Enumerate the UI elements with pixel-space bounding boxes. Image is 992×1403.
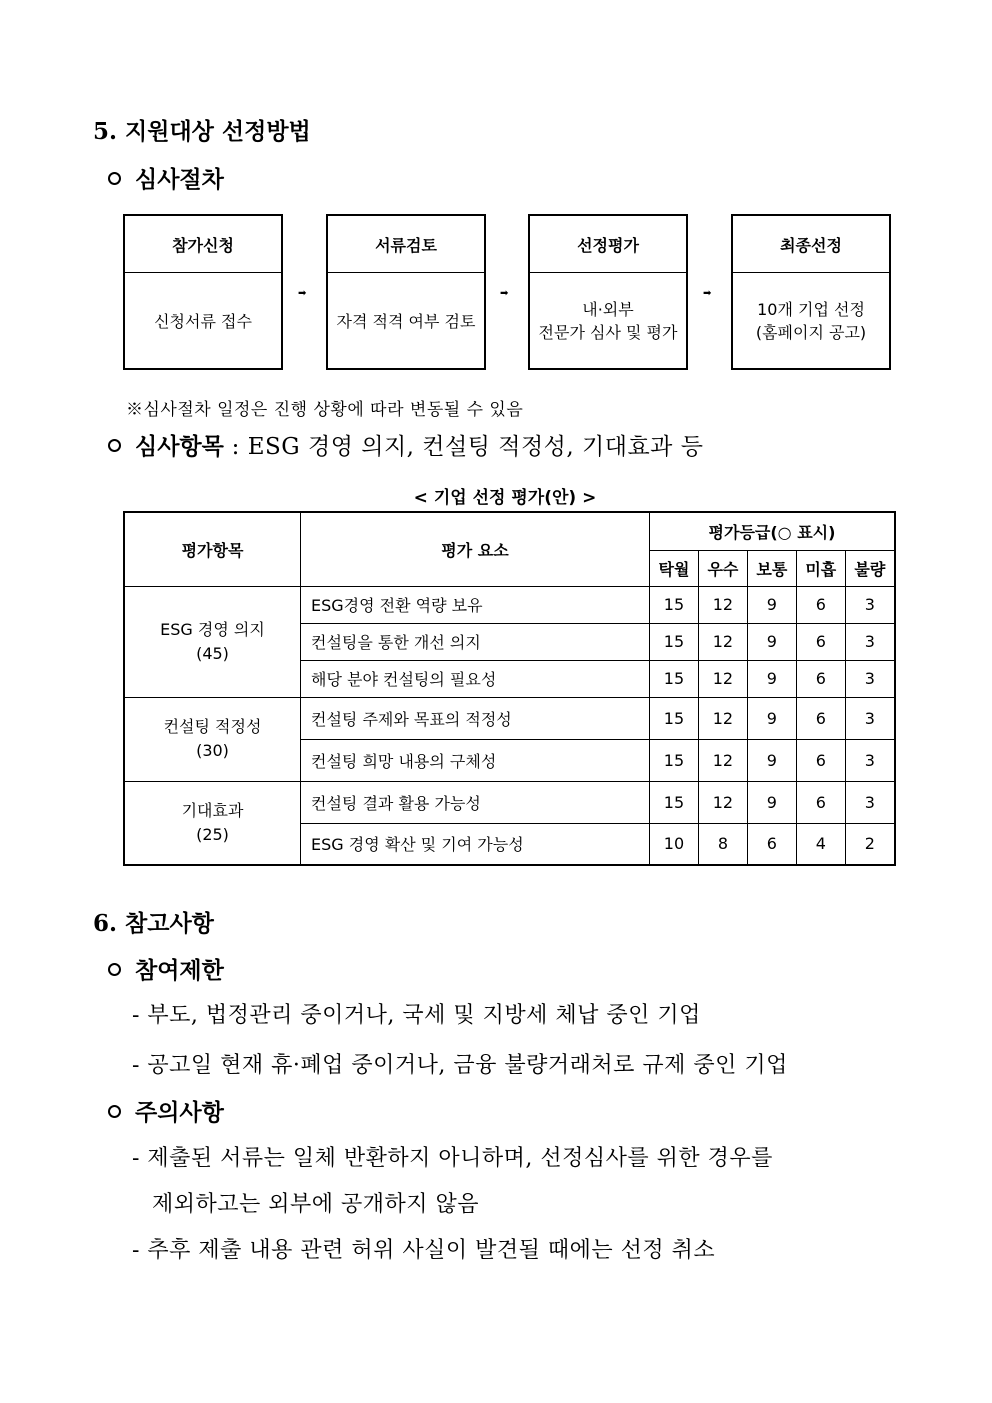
- element-cell: 컨설팅 결과 활용 가능성: [301, 781, 650, 823]
- grade-label: 미흡: [796, 550, 845, 586]
- process-step-4: [731, 214, 891, 370]
- value-cell: 9: [747, 739, 796, 781]
- element-cell: 컨설팅 희망 내용의 구체성: [301, 739, 650, 781]
- hollow-circle-bullet-icon: [108, 172, 121, 185]
- process-step-desc-line: 10개 기업 선정: [757, 300, 865, 319]
- process-step-desc-line: 내·외부: [582, 300, 634, 319]
- value-cell: 6: [796, 739, 845, 781]
- value-cell: 3: [845, 586, 895, 623]
- group-score: (45): [196, 643, 229, 663]
- value-cell: 3: [845, 660, 895, 697]
- grade-label: 우수: [698, 550, 747, 586]
- group-cell: [124, 586, 301, 697]
- group-name: 컨설팅 적정성: [163, 717, 262, 736]
- value-cell: 6: [796, 623, 845, 660]
- process-step-title: 선정평가: [530, 216, 686, 273]
- grade-label: 탁월: [650, 550, 699, 586]
- procedure-heading: [108, 161, 224, 194]
- group-name: ESG 경영 의지: [160, 619, 265, 639]
- group-score: (30): [196, 741, 229, 760]
- evaluation-table: [123, 511, 896, 866]
- header-item: 평가항목: [124, 512, 301, 586]
- element-cell: 컨설팅 주제와 목표의 적정성: [301, 697, 650, 739]
- caution-heading: [108, 1094, 224, 1127]
- value-cell: 15: [650, 781, 699, 823]
- restriction-item: - 공고일 현재 휴·폐업 중이거나, 금융 불량거래처로 규제 중인 기업: [132, 1053, 788, 1078]
- value-cell: 8: [698, 823, 747, 865]
- hollow-circle-bullet-icon: [108, 963, 121, 976]
- group-name: 기대효과: [181, 800, 244, 820]
- value-cell: 6: [796, 697, 845, 739]
- process-step-desc: [530, 273, 686, 369]
- value-cell: 3: [845, 697, 895, 739]
- value-cell: 9: [747, 623, 796, 660]
- element-cell: 컨설팅을 통한 개선 의지: [301, 623, 650, 660]
- value-cell: 12: [698, 697, 747, 739]
- process-step-desc-line: 신청서류 접수: [154, 311, 252, 331]
- value-cell: 2: [845, 823, 895, 865]
- value-cell: 15: [650, 586, 699, 623]
- value-cell: 10: [650, 823, 699, 865]
- table-header-row: [124, 512, 895, 550]
- group-cell: [124, 697, 301, 781]
- process-step-1: [123, 214, 283, 370]
- caution-heading-label: 주의사항: [135, 1099, 224, 1126]
- restriction-heading: [108, 952, 224, 985]
- group-cell: [124, 781, 301, 865]
- restriction-heading-label: 참여제한: [135, 957, 224, 984]
- section5-title: 5. 지원대상 선정방법: [93, 118, 311, 145]
- criteria-line: [108, 428, 703, 461]
- value-cell: 9: [747, 586, 796, 623]
- process-step-desc: [125, 273, 281, 369]
- element-cell: ESG 경영 확산 및 기여 가능성: [301, 823, 650, 865]
- arrow-right-icon: ➡: [703, 288, 712, 299]
- criteria-heading: 심사항목: [135, 433, 224, 460]
- table-caption: < 기업 선정 평가(안) >: [413, 488, 597, 508]
- hollow-circle-bullet-icon: [108, 439, 121, 452]
- value-cell: 4: [796, 823, 845, 865]
- process-step-desc-line: 자격 적격 여부 검토: [336, 311, 476, 331]
- table-row: [124, 586, 895, 623]
- caution-item-2: - 추후 제출 내용 관련 허위 사실이 발견될 때에는 선정 취소: [132, 1238, 716, 1263]
- value-cell: 12: [698, 781, 747, 823]
- value-cell: 3: [845, 623, 895, 660]
- restriction-item: - 부도, 법정관리 중이거나, 국세 및 지방세 체납 중인 기업: [132, 1003, 701, 1028]
- section6-title: 6. 참고사항: [93, 910, 214, 937]
- value-cell: 15: [650, 623, 699, 660]
- value-cell: 12: [698, 586, 747, 623]
- header-element: 평가 요소: [301, 512, 650, 586]
- value-cell: 9: [747, 697, 796, 739]
- arrow-right-icon: ➡: [500, 288, 509, 299]
- value-cell: 3: [845, 739, 895, 781]
- value-cell: 15: [650, 660, 699, 697]
- process-step-2: [326, 214, 486, 370]
- process-step-desc-line: 전문가 심사 및 평가: [538, 323, 678, 342]
- caution-item-1-line-1: - 제출된 서류는 일체 반환하지 아니하며, 선정심사를 위한 경우를: [132, 1146, 773, 1171]
- value-cell: 12: [698, 739, 747, 781]
- element-cell: ESG경영 전환 역량 보유: [301, 586, 650, 623]
- process-step-desc: [328, 273, 484, 369]
- process-step-title: 서류검토: [328, 216, 484, 273]
- procedure-heading-label: 심사절차: [135, 166, 224, 193]
- process-step-title: 최종선정: [733, 216, 889, 273]
- value-cell: 9: [747, 660, 796, 697]
- process-step-title: 참가신청: [125, 216, 281, 273]
- value-cell: 6: [796, 586, 845, 623]
- value-cell: 12: [698, 660, 747, 697]
- process-step-desc-line: (홈페이지 공고): [755, 323, 867, 342]
- group-score: (25): [196, 824, 229, 844]
- grade-label: 불량: [845, 550, 895, 586]
- criteria-text: : ESG 경영 의지, 컨설팅 적정성, 기대효과 등: [223, 434, 704, 460]
- caution-item-1-line-2: 제외하고는 외부에 공개하지 않음: [152, 1192, 480, 1217]
- grade-label: 보통: [747, 550, 796, 586]
- procedure-note: ※심사절차 일정은 진행 상황에 따라 변동될 수 있음: [126, 400, 524, 420]
- value-cell: 6: [796, 660, 845, 697]
- value-cell: 9: [747, 781, 796, 823]
- value-cell: 6: [747, 823, 796, 865]
- hollow-circle-bullet-icon: [108, 1105, 121, 1118]
- value-cell: 12: [698, 623, 747, 660]
- arrow-right-icon: ➡: [298, 288, 307, 299]
- element-cell: 해당 분야 컨설팅의 필요성: [301, 660, 650, 697]
- value-cell: 3: [845, 781, 895, 823]
- value-cell: 6: [796, 781, 845, 823]
- value-cell: 15: [650, 697, 699, 739]
- table-row: [124, 697, 895, 739]
- process-step-desc: [733, 273, 889, 369]
- process-step-3: [528, 214, 688, 370]
- header-grade: 평가등급(○ 표시): [650, 512, 896, 550]
- table-row: [124, 781, 895, 823]
- value-cell: 15: [650, 739, 699, 781]
